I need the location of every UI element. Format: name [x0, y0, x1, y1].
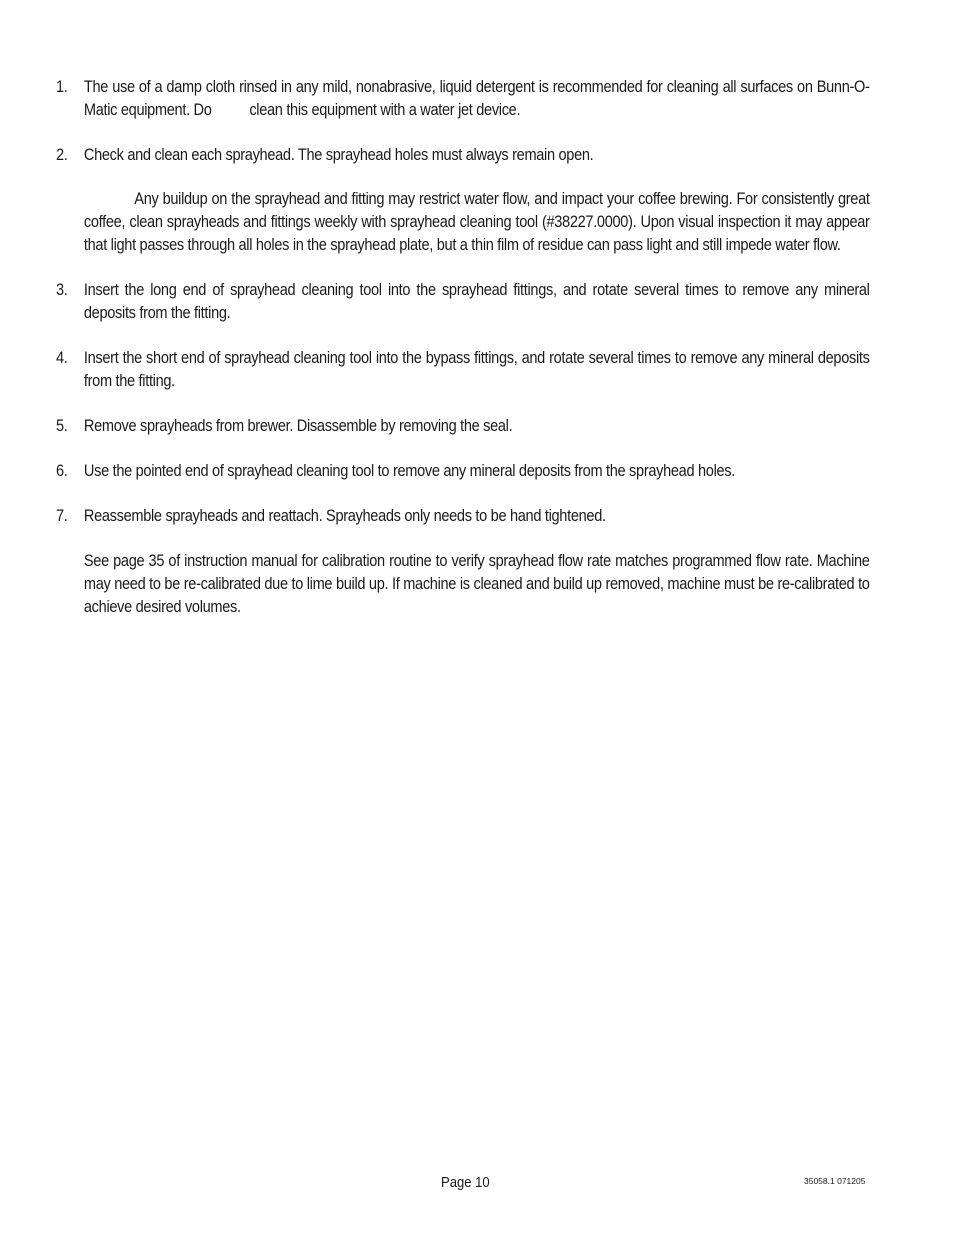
- list-item: [56, 415, 870, 438]
- list-item: [56, 76, 870, 122]
- item-text-before: The use of a damp cloth rinsed in any mild, nonabrasive, liquid detergent is recommended for cleaning all surfaces on Bunn-O-Matic equipment. Do: [83, 78, 870, 119]
- item-text: Use the pointed end of sprayhead cleaning tool to remove any mineral deposits from the sprayhead holes.: [83, 462, 735, 480]
- item-text: Check and clean each sprayhead. The sprayhead holes must always remain open.: [83, 146, 594, 164]
- item-number: 6.: [56, 462, 68, 480]
- calibration-note: See page 35 of instruction manual for calibration routine to verify sprayhead flow rate matches programmed flow rate. Machine may need to be re-calibrated due to lime build up. If machine is cleaned and build up removed, machine must be re-calibrated to achieve desired volumes.: [83, 552, 870, 616]
- item-number: 2.: [56, 146, 68, 164]
- list-item: [56, 347, 870, 393]
- list-item: [56, 144, 870, 167]
- buildup-note: Any buildup on the sprayhead and fitting may restrict water flow, and impact your coffee brewing. For consistently great coffee, clean sprayheads and fittings weekly with sprayhead cleaning tool (#38227.0000). Upon visual inspection it may appear that light passes through all holes in the sprayhead plate, but a thin film of residue can pass light and still impede water flow.: [83, 190, 870, 254]
- item-text: Remove sprayheads from brewer. Disassemble by removing the seal.: [83, 417, 513, 435]
- list-item: [56, 279, 870, 325]
- list-item: [56, 505, 870, 528]
- item-number: 5.: [56, 417, 68, 435]
- list-item: [56, 460, 870, 483]
- document-code: 35058.1 071205: [804, 1176, 866, 1186]
- item-number: 3.: [56, 281, 68, 299]
- item-text: [84, 76, 870, 122]
- page-number: Page 10: [441, 1175, 490, 1191]
- item-text: Insert the short end of sprayhead cleaning tool into the bypass fittings, and rotate several times to remove any mineral deposits from the fitting.: [83, 349, 870, 390]
- item-text: Reassemble sprayheads and reattach. Sprayheads only needs to be hand tightened.: [83, 507, 606, 525]
- item-text: Insert the long end of sprayhead cleaning tool into the sprayhead fittings, and rotate several times to remove any mineral deposits from the fitting.: [83, 281, 870, 322]
- item-number: 7.: [56, 507, 68, 525]
- item-number: 1.: [56, 78, 68, 96]
- item-number: 4.: [56, 349, 68, 367]
- item-text-after: clean this equipment with a water jet device.: [249, 101, 521, 119]
- cleaning-instructions: [56, 76, 870, 641]
